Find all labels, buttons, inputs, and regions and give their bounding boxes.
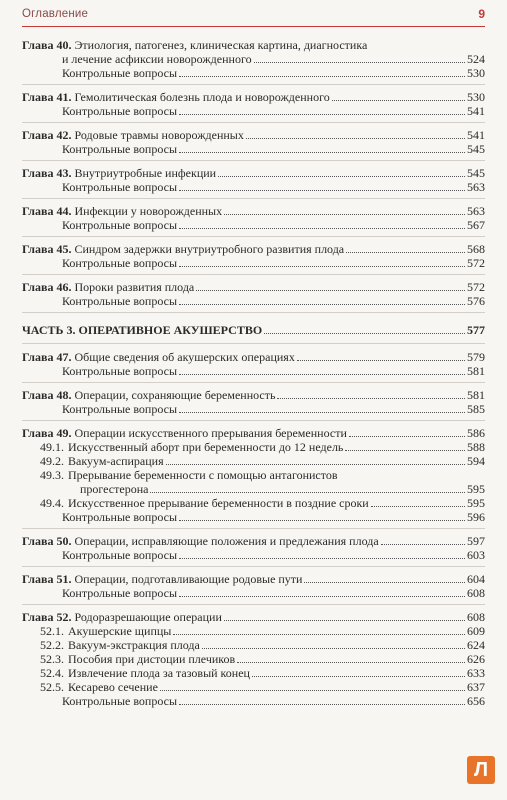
toc-entry[interactable]: Глава 44. Инфекции у новорожденных 563 <box>22 204 485 218</box>
control-questions-entry[interactable]: Контрольные вопросы 530 <box>62 66 485 80</box>
control-questions-entry[interactable]: Контрольные вопросы 581 <box>62 364 485 378</box>
control-questions-entry[interactable]: Контрольные вопросы 541 <box>62 104 485 118</box>
toc-chapter-45 <box>22 242 485 275</box>
toc-chapter-50 <box>22 534 485 567</box>
toc-chapter-41 <box>22 90 485 123</box>
control-questions-entry[interactable]: Контрольные вопросы 563 <box>62 180 485 194</box>
toc-entry[interactable]: Глава 42. Родовые травмы новорожденных 541 <box>22 128 485 142</box>
toc-chapter-46 <box>22 280 485 313</box>
toc-entry[interactable]: Глава 52. Родоразрешающие операции 608 <box>22 610 485 624</box>
running-header <box>22 6 485 27</box>
control-questions-entry[interactable]: Контрольные вопросы 572 <box>62 256 485 270</box>
toc-chapter-52 <box>22 610 485 712</box>
control-questions-entry[interactable]: Контрольные вопросы 585 <box>62 402 485 416</box>
toc-subentry[interactable]: 49.1. Искусственный аборт при беременности до 12 недель 588 <box>40 440 485 454</box>
toc-entry[interactable]: Глава 51. Операции, подготавливающие родовые пути 604 <box>22 572 485 586</box>
toc-entry[interactable]: и лечение асфиксии новорожденного 524 <box>62 52 485 66</box>
toc-entry[interactable]: Глава 50. Операции, исправляющие положения и предлежания плода 597 <box>22 534 485 548</box>
toc-subentry[interactable]: 52.3. Пособия при дистоции плечиков 626 <box>40 652 485 666</box>
toc-entry[interactable]: Глава 43. Внутриутробные инфекции 545 <box>22 166 485 180</box>
toc-chapter-49 <box>22 426 485 529</box>
toc-entry[interactable]: Глава 45. Синдром задержки внутриутробного развития плода 568 <box>22 242 485 256</box>
toc-chapter-47 <box>22 350 485 383</box>
header-title: Оглавление <box>22 8 89 20</box>
toc-chapter-43 <box>22 166 485 199</box>
toc-subentry[interactable]: 49.2. Вакуум-аспирация 594 <box>40 454 485 468</box>
toc-chapter-44 <box>22 204 485 237</box>
toc-chapter-40 <box>22 38 485 85</box>
toc-entry[interactable]: Глава 46. Пороки развития плода 572 <box>22 280 485 294</box>
control-questions-entry[interactable]: Контрольные вопросы 656 <box>62 694 485 708</box>
toc-subentry[interactable]: 52.5. Кесарево сечение 637 <box>40 680 485 694</box>
page-number: 9 <box>478 7 485 21</box>
toc-subentry[interactable]: 49.4. Искусственное прерывание беременности в поздние сроки 595 <box>40 496 485 510</box>
toc-entry[interactable]: Глава 48. Операции, сохраняющие беременность 581 <box>22 388 485 402</box>
toc-entry[interactable]: Глава 47. Общие сведения об акушерских операциях 579 <box>22 350 485 364</box>
toc-entry[interactable]: Глава 49. Операции искусственного прерывания беременности 586 <box>22 426 485 440</box>
control-questions-entry[interactable]: Контрольные вопросы 608 <box>62 586 485 600</box>
toc-subentry-line: 49.3. Прерывание беременности с помощью антагонистов <box>40 468 338 482</box>
control-questions-entry[interactable]: Контрольные вопросы 567 <box>62 218 485 232</box>
control-questions-entry[interactable]: Контрольные вопросы 545 <box>62 142 485 156</box>
toc-chapter-48 <box>22 388 485 421</box>
toc-subentry[interactable]: 52.2. Вакуум-экстракция плода 624 <box>40 638 485 652</box>
table-of-contents <box>22 38 485 717</box>
toc-part-3 <box>22 323 485 344</box>
toc-chapter-42 <box>22 128 485 161</box>
control-questions-entry[interactable]: Контрольные вопросы 596 <box>62 510 485 524</box>
control-questions-entry[interactable]: Контрольные вопросы 576 <box>62 294 485 308</box>
toc-subentry[interactable]: прогестерона 595 <box>80 482 485 496</box>
publisher-logo-icon: Л <box>467 756 495 784</box>
chapter-title-line: Глава 40. Этиология, патогенез, клиническая картина, диагностика <box>22 38 368 52</box>
toc-entry[interactable]: Глава 41. Гемолитическая болезнь плода и новорожденного 530 <box>22 90 485 104</box>
toc-subentry[interactable]: 52.4. Извлечение плода за тазовый конец 633 <box>40 666 485 680</box>
toc-chapter-51 <box>22 572 485 605</box>
control-questions-entry[interactable]: Контрольные вопросы 603 <box>62 548 485 562</box>
part-heading-entry[interactable]: ЧАСТЬ 3. ОПЕРАТИВНОЕ АКУШЕРСТВО 577 <box>22 323 485 337</box>
toc-subentry[interactable]: 52.1. Акушерские щипцы 609 <box>40 624 485 638</box>
